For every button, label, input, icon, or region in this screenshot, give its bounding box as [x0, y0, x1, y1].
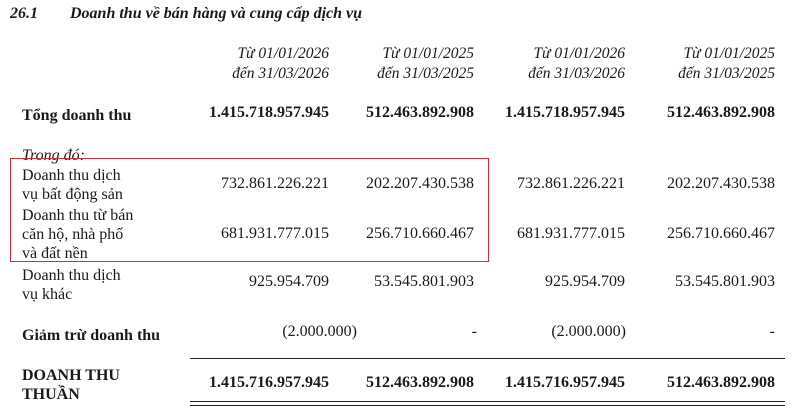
double-underline-bottom	[190, 405, 785, 406]
row-label-total-revenue: Tổng doanh thu	[22, 107, 132, 124]
section-title: Doanh thu về bán hàng và cung cấp dịch vụ	[70, 5, 363, 22]
row-label-revenue-deductions: Giảm trừ doanh thu	[22, 327, 161, 344]
deductions-col4: -	[769, 323, 775, 340]
row-label-other-services	[22, 266, 121, 304]
net-revenue-col3: 1.415.716.957.945	[505, 374, 625, 391]
row-label-real-estate-services	[22, 166, 123, 204]
other-services-col1: 925.954.709	[249, 273, 329, 290]
column-header-3-line2: đến 31/03/2026	[528, 65, 625, 82]
deductions-col2: -	[471, 323, 477, 340]
column-header-1-line2: đến 31/03/2026	[232, 65, 329, 82]
total-revenue-col2: 512.463.892.908	[366, 104, 474, 121]
column-header-1	[232, 44, 329, 84]
deductions-col3: (2.000.000)	[551, 323, 626, 340]
column-header-4-line2: đến 31/03/2025	[678, 65, 775, 82]
row-label-other-services-line1: Doanh thu dịch	[22, 267, 121, 284]
total-revenue-col4: 512.463.892.908	[667, 104, 775, 121]
other-services-col4: 53.545.801.903	[675, 273, 775, 290]
rule-above-net-revenue	[190, 358, 785, 359]
section-number: 26.1	[10, 5, 38, 22]
row-label-other-services-line2: vụ khác	[22, 286, 73, 303]
column-header-3	[528, 44, 625, 84]
net-revenue-col1: 1.415.716.957.945	[209, 374, 329, 391]
total-revenue-col1: 1.415.718.957.945	[209, 104, 329, 121]
net-revenue-col2: 512.463.892.908	[366, 374, 474, 391]
column-header-3-line1: Từ 01/01/2026	[533, 45, 625, 62]
row-label-net-revenue	[22, 366, 120, 404]
row-label-net-revenue-line1: DOANH THU	[22, 367, 120, 384]
double-underline-top	[190, 401, 785, 402]
property-sales-col4: 256.710.660.467	[667, 225, 775, 242]
column-header-4-line1: Từ 01/01/2025	[683, 45, 775, 62]
row-label-in-which: Trong đó:	[22, 147, 85, 164]
real-estate-services-col1: 732.861.226.221	[221, 175, 329, 192]
deductions-col1: (2.000.000)	[282, 323, 357, 340]
property-sales-col3: 681.931.777.015	[517, 225, 625, 242]
column-header-1-line1: Từ 01/01/2026	[237, 45, 329, 62]
total-revenue-col3: 1.415.718.957.945	[505, 104, 625, 121]
row-label-property-sales-line1: Doanh thu từ bán	[22, 207, 134, 224]
row-label-real-estate-services-line1: Doanh thu dịch	[22, 167, 121, 184]
row-label-property-sales-line3: và đất nền	[22, 245, 88, 262]
other-services-col2: 53.545.801.903	[374, 273, 474, 290]
other-services-col3: 925.954.709	[545, 273, 625, 290]
column-header-2	[377, 44, 474, 84]
net-revenue-col4: 512.463.892.908	[667, 374, 775, 391]
column-header-4	[678, 44, 775, 84]
row-label-property-sales	[22, 206, 133, 263]
row-label-property-sales-line2: căn hộ, nhà phố	[22, 226, 124, 243]
property-sales-col1: 681.931.777.015	[221, 225, 329, 242]
real-estate-services-col2: 202.207.430.538	[366, 175, 474, 192]
real-estate-services-col3: 732.861.226.221	[517, 175, 625, 192]
row-label-real-estate-services-line2: vụ bất động sản	[22, 186, 123, 203]
real-estate-services-col4: 202.207.430.538	[667, 175, 775, 192]
column-header-2-line2: đến 31/03/2025	[377, 65, 474, 82]
column-header-2-line1: Từ 01/01/2025	[382, 45, 474, 62]
row-label-net-revenue-line2: THUẦN	[22, 386, 80, 403]
property-sales-col2: 256.710.660.467	[366, 225, 474, 242]
